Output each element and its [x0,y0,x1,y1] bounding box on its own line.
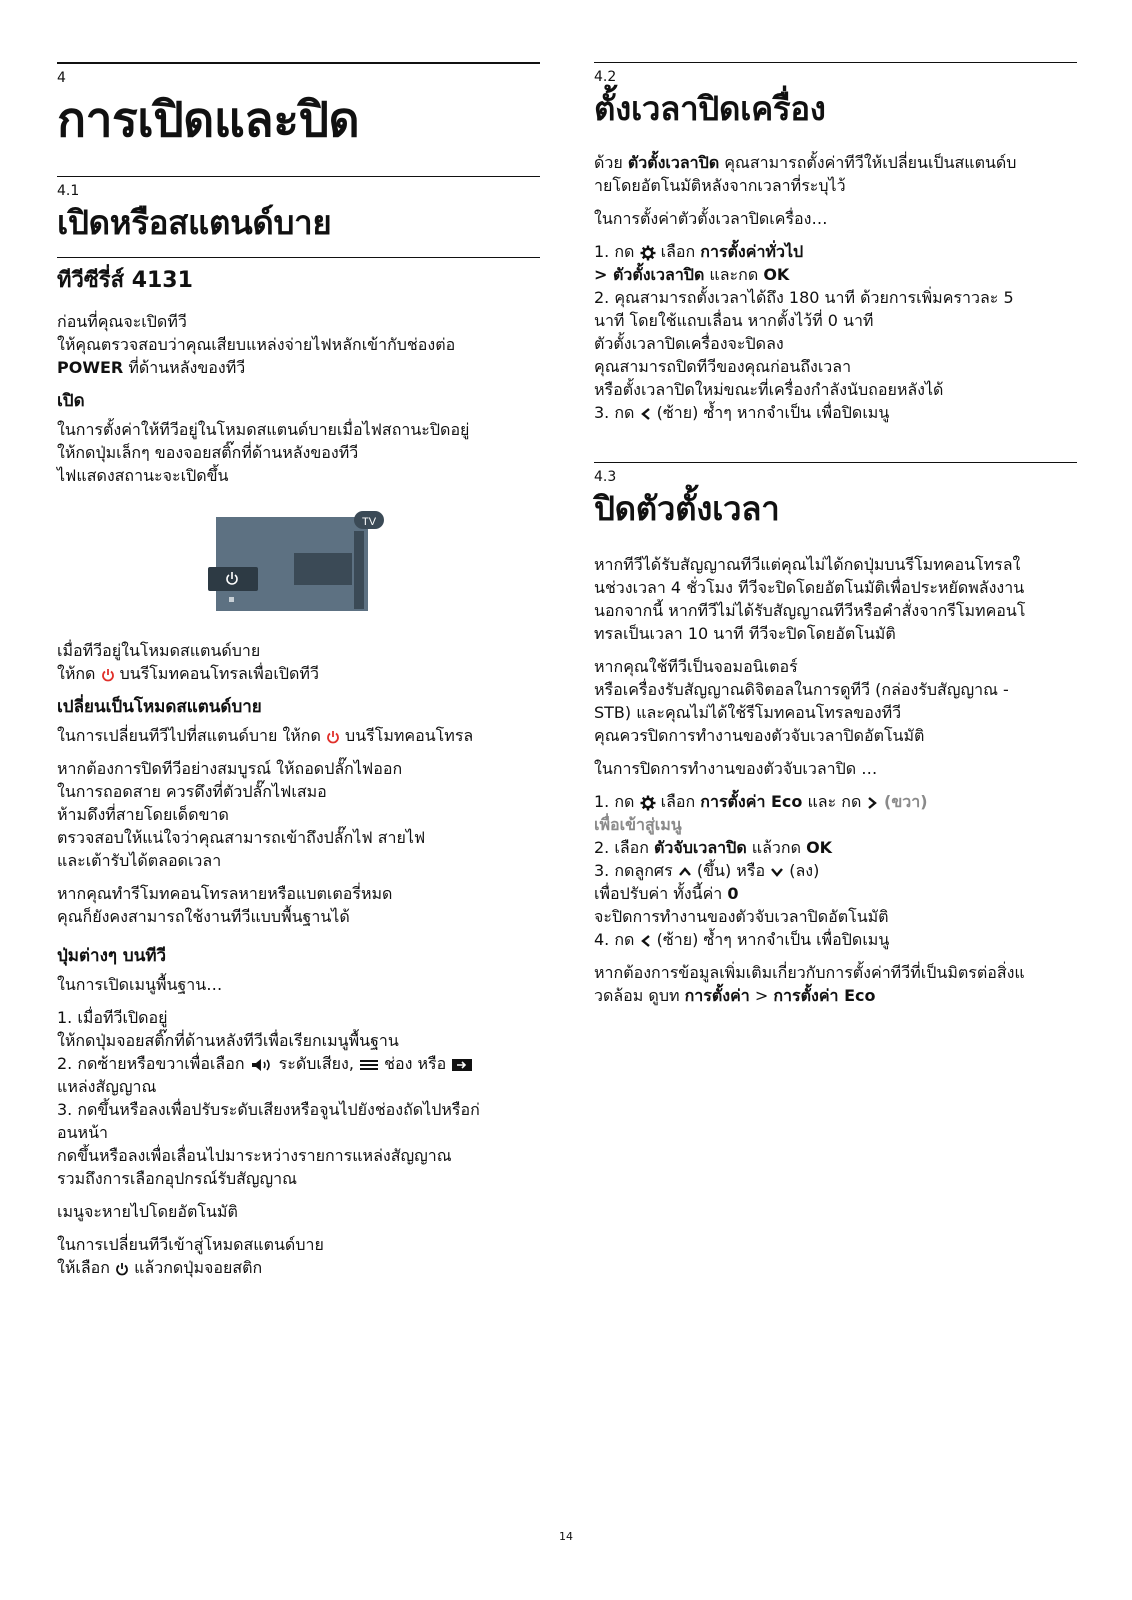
sleep-timer-intro-1: ด้วย ตัวตั้งเวลาปิด คุณสามารถตั้งค่าทีวีให้เปลี่ยนเป็นสแตนด์บ [594,153,1017,172]
switch-line-1: ในการเปลี่ยนทีวีไปที่สแตนด์บาย ให้กด บนรีโมทคอนโทรล [57,726,474,745]
chapter-number: 4 [57,70,66,86]
page-number: 14 [559,1530,573,1543]
joystick-button [208,567,258,591]
keys-line-11: ในการเปลี่ยนทีวีเข้าสู่โหมดสแตนด์บาย [57,1235,324,1254]
keys-line-3: ให้กดปุ่มจอยสติ๊กที่ด้านหลังทีวีเพื่อเรียกเมนูพื้นฐาน [57,1031,399,1050]
section-title-4-3: ปิดตัวตั้งเวลา [594,489,780,528]
switch-line-8: คุณก็ยังคงสามารถใช้งานทีวีแบบพื้นฐานได้ [57,907,350,926]
left-column [57,62,540,1279]
switch-line-4: ห้ามดึงที่สายโดยเด็ดขาด [57,805,229,824]
off-step-1-cont: เพื่อเข้าสู่เมนู [594,815,682,834]
keys-line-6: 3. กดขึ้นหรือลงเพื่อปรับระดับเสียงหรือจูนไปยังช่องถัดไปหรือก่ [57,1100,480,1119]
channel-list-icon [359,1058,379,1072]
off-timer-line-1: หากทีวีได้รับสัญญาณทีวีแต่คุณไม่ได้กดปุ่มบนรีโมทคอนโทรลใ [594,555,1021,574]
power-icon [326,730,340,744]
intro-line-1: ก่อนที่คุณจะเปิดทีวี [57,312,187,331]
sleep-step-2e: หรือตั้งเวลาปิดใหม่ขณะที่เครื่องกำลังนับถอยหลังได้ [594,380,944,399]
subsection-rule [57,257,540,258]
chevron-up-icon [678,866,692,878]
switch-line-6: และเต้ารับได้ตลอดเวลา [57,851,222,870]
sleep-timer-intro-2: ายโดยอัตโนมัติหลังจากเวลาที่ระบุไว้ [594,176,846,195]
section-rule-4-2 [594,62,1077,63]
keys-line-2: 1. เมื่อทีวีเปิดอยู่ [57,1008,168,1027]
section-number-4-1: 4.1 [57,183,80,199]
source-icon [451,1058,473,1072]
keys-line-12: ให้เลือก แล้วกดปุ่มจอยสติก [57,1258,263,1277]
sleep-timer-intro-3: ในการตั้งค่าตัวตั้งเวลาปิดเครื่อง… [594,209,828,228]
chapter-rule [57,62,540,64]
keys-line-4: 2. กดซ้ายหรือขวาเพื่อเลือก ระดับเสียง, ช่อง หรือ [57,1052,540,1075]
keys-line-1: ในการเปิดเมนูพื้นฐาน… [57,975,223,994]
switch-line-2: หากต้องการปิดทีวีอย่างสมบูรณ์ ให้ถอดปลั๊กไฟออก [57,759,403,778]
off-timer-line-3: นอกจากนี้ หากทีวีไม่ได้รับสัญญาณทีวีหรือคำสั่งจากรีโมทคอนโ [594,601,1026,620]
keys-line-5: แหล่งสัญญาณ [57,1077,157,1096]
keys-line-10: เมนูจะหายไปโดยอัตโนมัติ [57,1202,238,1221]
keys-line-9: รวมถึงการเลือกอุปกรณ์รับสัญญาณ [57,1169,297,1188]
eco-info-line-2: วดล้อม ดูบท การตั้งค่า > การตั้งค่า Eco [594,986,876,1005]
tv-rear-strip [354,531,364,609]
status-light [229,597,234,602]
volume-icon [250,1058,274,1072]
section-number-4-2: 4.2 [594,69,617,85]
standby-line-2: ให้กด บนรีโมทคอนโทรลเพื่อเปิดทีวี [57,664,319,683]
section-number-4-3: 4.3 [594,469,617,485]
settings-gear-icon [640,245,656,261]
tv-rear-block [294,553,352,585]
sleep-step-2c: ตัวตั้งเวลาปิดเครื่องจะปิดลง [594,334,784,353]
section-rule-4-1 [57,176,540,177]
off-timer-line-4: ทรลเป็นเวลา 10 นาที ทีวีจะปิดโดยอัตโนมัติ [594,624,896,643]
standby-line-1: เมื่อทีวีอยู่ในโหมดสแตนด์บาย [57,641,261,660]
off-step-3-cont-2: จะปิดการทำงานของตัวจับเวลาปิดอัตโนมัติ [594,907,889,926]
intro-line-3: POWER ที่ด้านหลังของทีวี [57,358,246,377]
section-rule-4-3 [594,462,1077,463]
chevron-right-icon [866,796,878,810]
sleep-step-2d: คุณสามารถปิดทีวีของคุณก่อนถึงเวลา [594,357,852,376]
tv-joystick-illustration [216,511,377,611]
heading-tv-keys: ปุ่มต่างๆ บนทีวี [57,946,167,966]
subsection-title-series: ทีวีซีรี่ส์ 4131 [57,268,193,293]
tv-badge: TV [361,516,377,528]
right-column [594,62,1077,1007]
off-step-3-cont: เพื่อปรับค่า ทั้งนี้ค่า 0 [594,884,739,903]
switch-line-3: ในการถอดสาย ควรดึงที่ตัวปลั๊กไฟเสมอ [57,782,327,801]
section-title-4-1: เปิดหรือสแตนด์บาย [57,203,332,242]
off-step-1: 1. กด เลือก การตั้งค่า Eco และ กด (ขวา) [594,792,928,811]
keys-line-7: อนหน้า [57,1123,109,1142]
chevron-left-icon [640,934,652,948]
switch-line-7: หากคุณทำรีโมทคอนโทรลหายหรือแบตเตอรี่หมด [57,884,393,903]
off-timer-line-7: STB) และคุณไม่ได้ใช้รีโมทคอนโทรลของทีวี [594,703,902,722]
keys-line-8: กดขึ้นหรือลงเพื่อเลื่อนไปมาระหว่างรายการแหล่งสัญญาณ [57,1146,452,1165]
section-title-4-2: ตั้งเวลาปิดเครื่อง [594,89,826,128]
sleep-step-2a: 2. คุณสามารถตั้งเวลาได้ถึง 180 นาที ด้วยการเพิ่มคราวละ 5 [594,288,1014,307]
switch-line-5: ตรวจสอบให้แน่ใจว่าคุณสามารถเข้าถึงปลั๊กไฟ สายไฟ [57,828,426,847]
sleep-step-2b: นาที โดยใช้แถบเลื่อน หากตั้งไว้ที่ 0 นาที [594,311,874,330]
power-label: POWER [57,358,124,377]
off-step-2: 2. เลือก ตัวจับเวลาปิด แล้วกด OK [594,838,833,857]
power-icon [101,668,115,682]
eco-info-line-1: หากต้องการข้อมูลเพิ่มเติมเกี่ยวกับการตั้งค่าทีวีที่เป็นมิตรต่อสิ่งแ [594,963,1025,982]
off-step-4: 4. กด (ซ้าย) ซ้ำๆ หากจำเป็น เพื่อปิดเมนู [594,930,890,949]
off-timer-line-2: นช่วงเวลา 4 ชั่วโมง ทีวีจะปิดโดยอัตโนมัติเพื่อประหยัดพลังงาน [594,578,1025,597]
chevron-left-icon [640,407,652,421]
off-timer-line-5: หากคุณใช้ทีวีเป็นจอมอนิเตอร์ [594,657,798,676]
chevron-down-icon [770,866,784,878]
sleep-step-1: 1. กด เลือก การตั้งค่าทั่วไป [594,242,804,261]
sleep-step-1-cont: > ตัวตั้งเวลาปิด และกด OK [594,265,790,284]
sleep-step-3: 3. กด (ซ้าย) ซ้ำๆ หากจำเป็น เพื่อปิดเมนู [594,403,890,422]
on-line-1: ในการตั้งค่าให้ทีวีอยู่ในโหมดสแตนด์บายเมื่อไฟสถานะปิดอยู่ [57,420,470,439]
chapter-title: การเปิดและปิด [57,92,360,148]
intro-line-2: ให้คุณตรวจสอบว่าคุณเสียบแหล่งจ่ายไฟหลักเข้ากับช่องต่อ [57,335,456,354]
settings-gear-icon [640,795,656,811]
heading-power-on: เปิด [57,391,85,411]
tv-rear-diagram [216,511,377,611]
off-step-3: 3. กดลูกศร (ขึ้น) หรือ (ลง) [594,861,820,880]
on-line-2: ให้กดปุ่มเล็กๆ ของจอยสติ๊กที่ด้านหลังของทีวี [57,443,359,462]
off-timer-line-6: หรือเครื่องรับสัญญาณดิจิตอลในการดูทีวี (กล่องรับสัญญาณ - [594,680,1009,699]
off-timer-line-8: คุณควรปิดการทำงานของตัวจับเวลาปิดอัตโนมัติ [594,726,925,745]
off-timer-line-9: ในการปิดการทำงานของตัวจับเวลาปิด … [594,759,878,778]
on-line-3: ไฟแสดงสถานะจะเปิดขึ้น [57,466,229,485]
heading-switch-standby: เปลี่ยนเป็นโหมดสแตนด์บาย [57,697,262,717]
power-icon [115,1262,129,1276]
